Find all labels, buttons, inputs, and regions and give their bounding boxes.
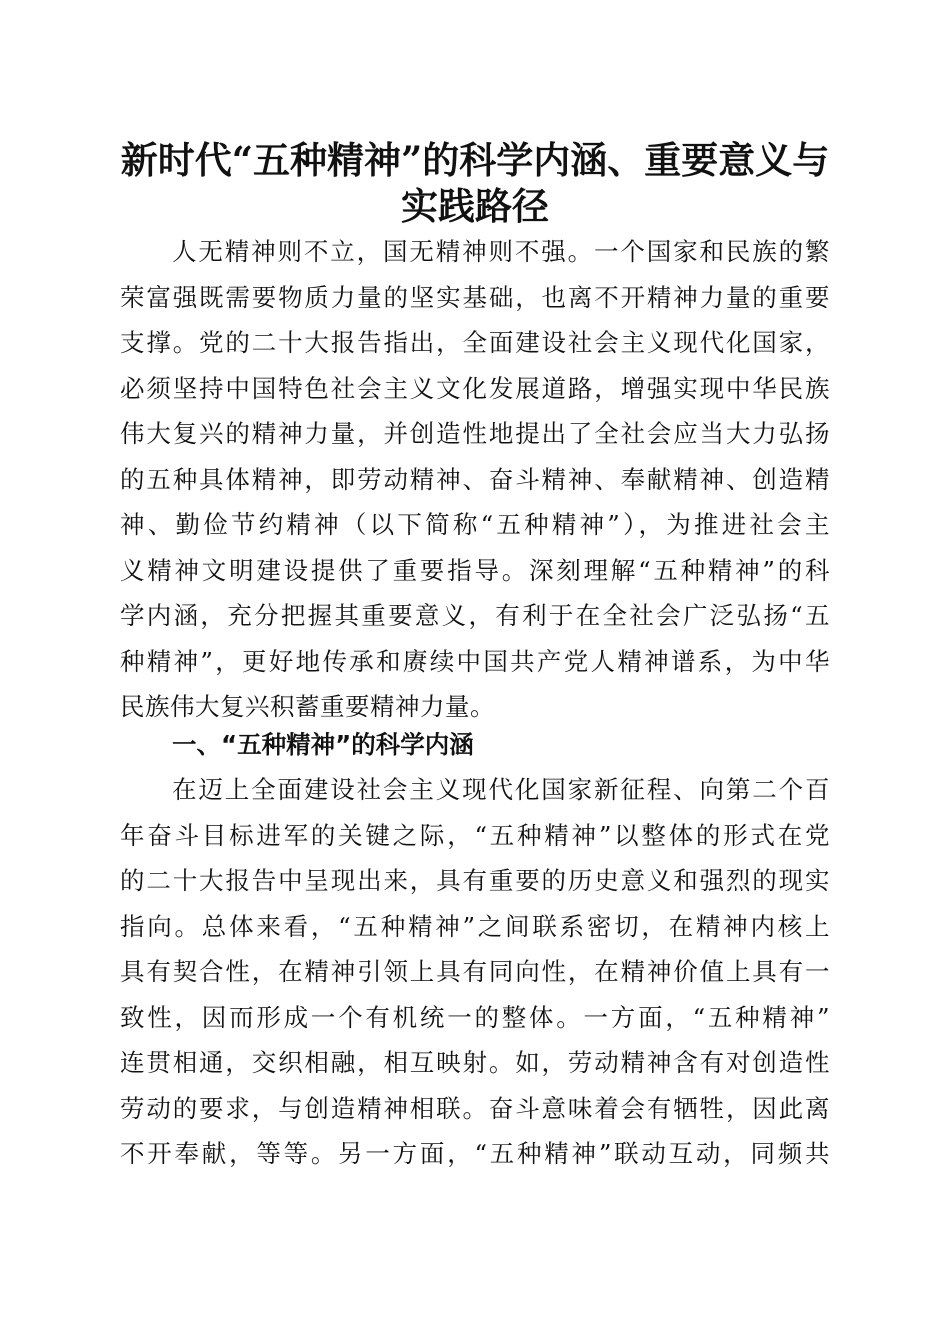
paragraph-line: 不开奉献，等等。另一方面，“五种精神”联动互动，同频共 <box>120 1139 830 1168</box>
paragraph-line: 民族伟大复兴积蓄重要精神力量。 <box>120 692 495 721</box>
paragraph-line: 荣富强既需要物质力量的坚实基础，也离不开精神力量的重要 <box>120 282 830 312</box>
paragraph-line: 神、勤俭节约精神（以下简称“五种精神”），为推进社会主 <box>120 510 830 539</box>
paragraph-line: 连贯相通，交织相融，相互映射。如，劳动精神含有对创造性 <box>120 1048 830 1077</box>
paragraph-line: 支撑。党的二十大报告指出，全面建设社会主义现代化国家， <box>120 328 830 357</box>
paragraph-line: 的二十大报告中呈现出来，具有重要的历史意义和强烈的现实 <box>120 866 830 895</box>
paragraph-line: 必须坚持中国特色社会主义文化发展道路，增强实现中华民族 <box>120 373 830 403</box>
paragraph-line: 指向。总体来看，“五种精神”之间联系密切，在精神内核上 <box>120 911 830 941</box>
document-title-line-1: 新时代“五种精神”的科学内涵、重要意义与 <box>120 138 830 182</box>
paragraph-line: 的五种具体精神，即劳动精神、奋斗精神、奉献精神、创造精 <box>120 464 830 494</box>
paragraph-line: 学内涵，充分把握其重要意义，有利于在全社会广泛弘扬“五 <box>120 601 830 630</box>
paragraph-line: 种精神”，更好地传承和赓续中国共产党人精神谱系，为中华 <box>120 646 830 676</box>
paragraph-line: 义精神文明建设提供了重要指导。深刻理解“五种精神”的科 <box>120 555 830 585</box>
paragraph-line: 致性，因而形成一个有机统一的整体。一方面，“五种精神” <box>120 1002 830 1032</box>
paragraph-line: 具有契合性，在精神引领上具有同向性，在精神价值上具有一 <box>120 957 830 986</box>
section-heading: 一、“五种精神”的科学内涵 <box>172 730 474 759</box>
paragraph-line: 年奋斗目标进军的关键之际，“五种精神”以整体的形式在党 <box>120 820 830 850</box>
intro-paragraph <box>120 229 830 730</box>
paragraph-line: 在迈上全面建设社会主义现代化国家新征程、向第二个百 <box>172 775 830 804</box>
section-1-paragraph <box>120 767 830 1177</box>
paragraph-line: 人无精神则不立，国无精神则不强。一个国家和民族的繁 <box>172 237 830 266</box>
paragraph-line: 伟大复兴的精神力量，并创造性地提出了全社会应当大力弘扬 <box>120 419 830 448</box>
document-title-line-2: 实践路径 <box>401 184 549 228</box>
paragraph-line: 劳动的要求，与创造精神相联。奋斗意味着会有牺牲，因此离 <box>120 1093 830 1123</box>
